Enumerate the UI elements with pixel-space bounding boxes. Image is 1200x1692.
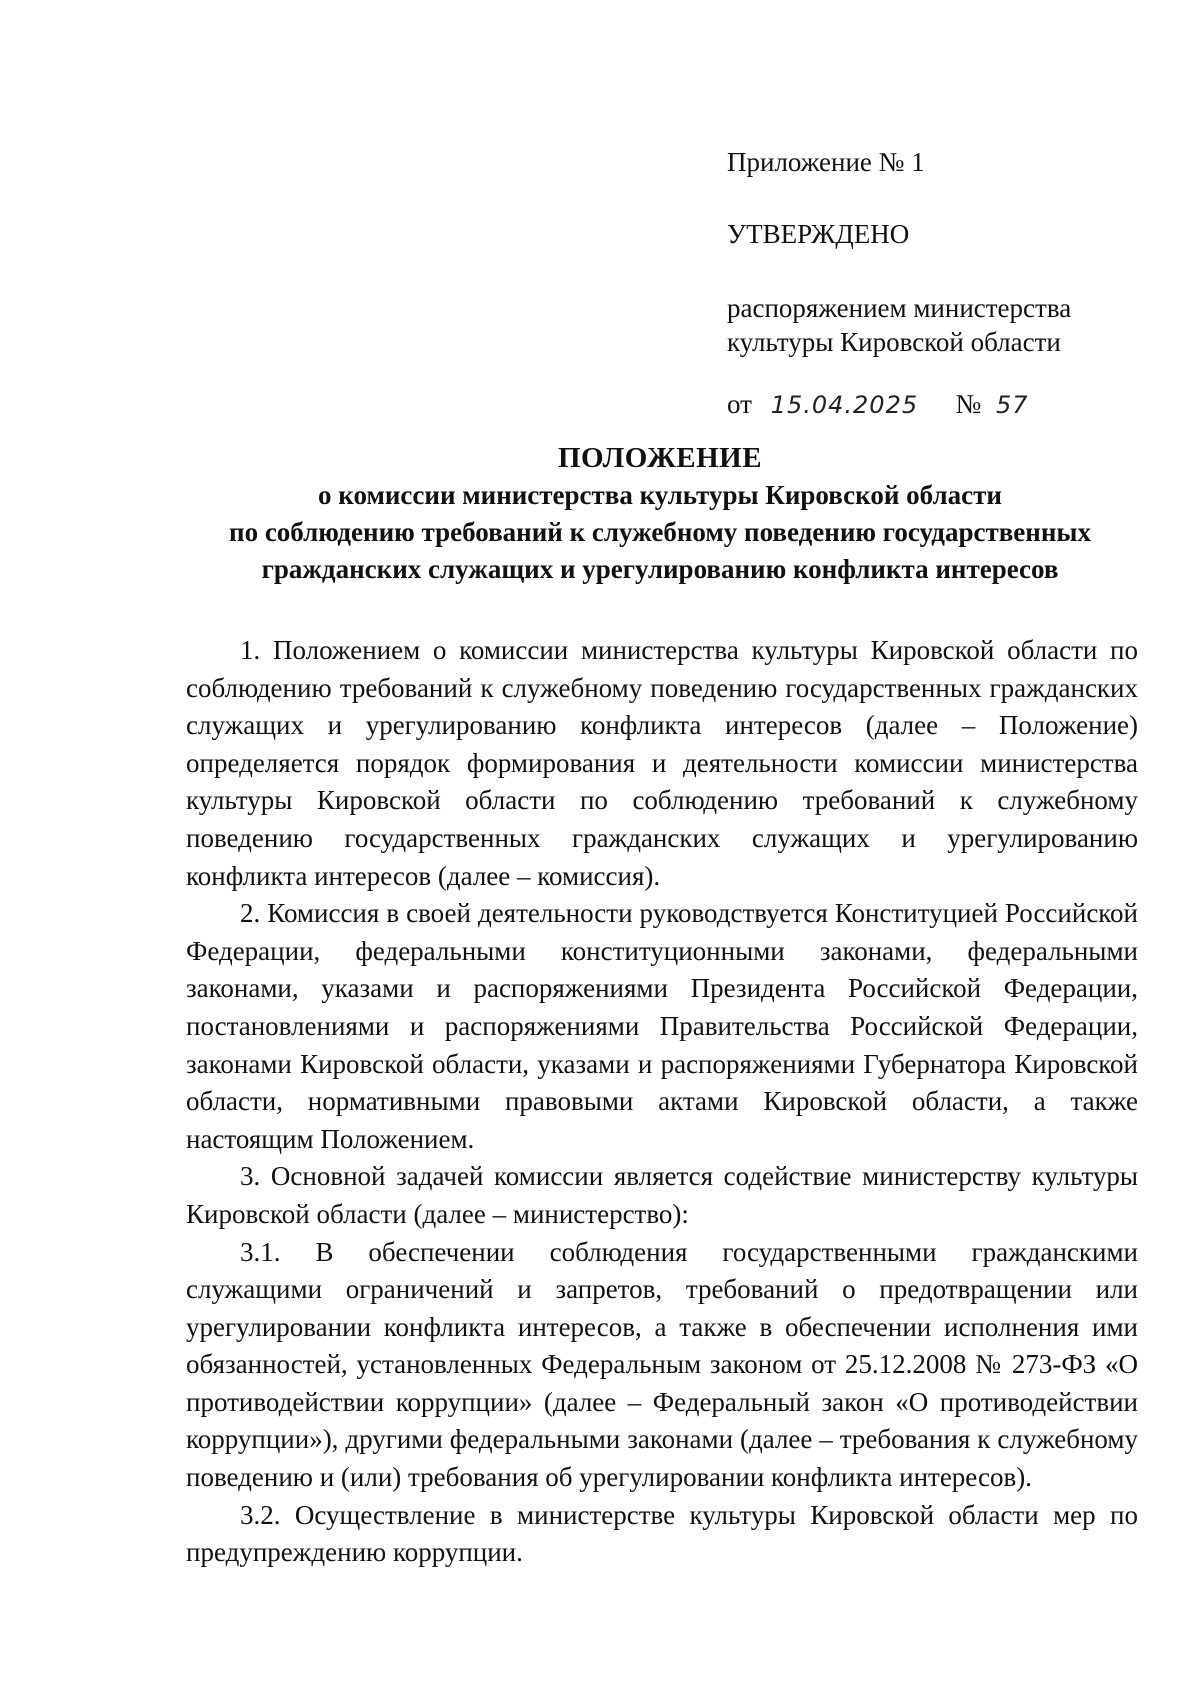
title-line-2: по соблюдению требований к служебному поведению государственных bbox=[229, 517, 1091, 547]
paragraph-2: 2. Комиссия в своей деятельности руководствуется Конституцией Российской Федерации, федеральными конституционными законами, федеральными законами, указами и распоряжениями Президента Российской Федерации, постановлениями и распоряжениями Правительства Российской Федерации, законами Кировской области, указами и распоряжениями Губернатора Кировской области, нормативными правовыми актами Кировской области, а также настоящим Положением. bbox=[186, 898, 1138, 1154]
appendix-label: Приложение № 1 bbox=[727, 147, 925, 177]
date-number-row bbox=[727, 387, 1167, 422]
paragraph-3: 3. Основной задачей комиссии является содействие министерству культуры Кировской области (далее – министерство): bbox=[186, 1161, 1138, 1229]
date-prefix: от bbox=[727, 389, 752, 419]
handwritten-number: 57 bbox=[995, 391, 1029, 419]
document-body bbox=[186, 632, 1138, 1572]
issuer-line-2: культуры Кировской области bbox=[727, 327, 1061, 357]
handwritten-date: 15.04.2025 bbox=[770, 391, 919, 419]
approval-stamp-block bbox=[727, 145, 1167, 422]
paragraph-3-1: 3.1. В обеспечении соблюдения государственными гражданскими служащими ограничений и запретов, требований о предотвращении или урегулировании конфликта интересов, а также в обеспечении исполнения ими обязанностей, установленных Федеральным законом от 25.12.2008 № 273-ФЗ «О противодействии коррупции» (далее – Федеральный закон «О противодействии коррупции»), другими федеральными законами (далее – требования к служебному поведению и (или) требования об урегулировании конфликта интересов). bbox=[186, 1236, 1138, 1493]
approved-label: УТВЕРЖДЕНО bbox=[727, 219, 910, 249]
number-sign: № bbox=[955, 389, 982, 419]
paragraph-3-2: 3.2. Осуществление в министерстве культуры Кировской области мер по предупреждению коррупции. bbox=[186, 1499, 1138, 1568]
document-title bbox=[180, 440, 1140, 588]
title-line-1: о комиссии министерства культуры Кировской области bbox=[318, 480, 1002, 510]
issuer-line-1: распоряжением министерства bbox=[727, 293, 1072, 323]
title-heading: ПОЛОЖЕНИЕ bbox=[557, 442, 763, 474]
title-line-3: гражданских служащих и урегулированию конфликта интересов bbox=[261, 554, 1059, 584]
paragraph-1: 1. Положением о комиссии министерства культуры Кировской области по соблюдению требований к служебному поведению государственных гражданских служащих и урегулированию конфликта интересов (далее – Положение) определяется порядок формирования и деятельности комиссии министерства культуры Кировской области по соблюдению требований к служебному поведению государственных гражданских служащих и урегулированию конфликта интересов (далее – комиссия). bbox=[186, 635, 1138, 891]
